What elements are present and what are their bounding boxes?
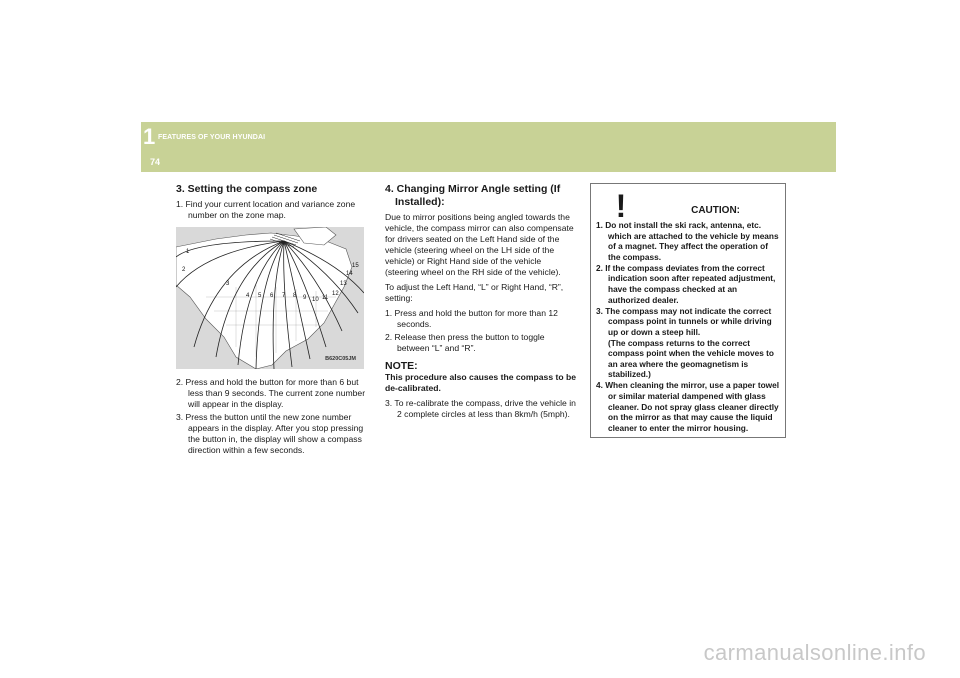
caution-item-1: 1. Do not install the ski rack, antenna, etc. which are attached to the vehicle by means of a magnet. They affect the operation of the compass. [596, 220, 779, 262]
caution-item-3-text: 3. The compass may not indicate the correct compass point in tunnels or while driving up or down a steep hill. [596, 305, 772, 337]
mirror-step-3: 3. To re-calibrate the compass, drive the vehicle in 2 complete circles at less than 8km/h (5mph). [385, 398, 576, 419]
map-zone-label: 14 [346, 271, 353, 277]
header-band [141, 122, 836, 172]
compass-zone-map [176, 227, 364, 369]
map-zone-label: 15 [352, 263, 359, 269]
note-text: This procedure also causes the compass to be de-calibrated. [385, 372, 577, 393]
compass-steps-top [176, 199, 366, 221]
mirror-intro: Due to mirror positions being angled towards the vehicle, the compass mirror can also compensate for drivers seated on the Left Hand side of the vehicle (steering wheel on the LH side of the vehicle) or Right Hand side of the vehicle (steering wheel on the RH side of the vehicle). [385, 212, 574, 277]
compass-step-1: 1. Find your current location and variance zone number on the zone map. [176, 199, 356, 220]
map-zone-label: 2 [182, 267, 186, 273]
mirror-step-1: 1. Press and hold the button for more than 12 seconds. [385, 308, 558, 329]
caution-item-3-note: (The compass returns to the correct compass point when the vehicle moves to an area where the geomagnetism is stabilized.) [608, 337, 774, 380]
caution-item-2: 2. If the compass deviates from the correct indication soon after repeated adjustment, have the compass checked at an authorized dealer. [596, 262, 776, 305]
map-zone-label: 12 [332, 291, 339, 297]
caution-box [590, 183, 786, 438]
map-zone-label: 10 [312, 297, 319, 303]
mirror-adjust: To adjust the Left Hand, “L” or Right Hand, “R”, setting: [385, 282, 564, 303]
map-zone-label: 1 [186, 249, 190, 255]
compass-zone-heading: 3. Setting the compass zone [176, 183, 318, 195]
mirror-steps-recalibrate [385, 398, 577, 420]
map-zone-label: 6 [270, 293, 274, 299]
note-heading: NOTE: [385, 360, 418, 372]
map-zone-label: 9 [303, 295, 307, 301]
warning-icon: ! [615, 188, 627, 224]
mirror-angle-heading: 4. Changing Mirror Angle setting (If Installed): [385, 183, 561, 208]
map-zone-label: 5 [258, 293, 262, 299]
mirror-steps [385, 308, 577, 354]
chapter-title: FEATURES OF YOUR HYUNDAI [158, 134, 266, 141]
compass-step-3: 3. Press the button until the new zone number appears in the display. After you stop pressing the button in, the display will show a compass direction within a few seconds. [176, 412, 364, 455]
map-zone-label: 8 [293, 293, 297, 299]
caution-list [596, 220, 780, 433]
map-zone-label: 4 [246, 293, 250, 299]
page-number: 74 [150, 157, 161, 167]
map-zone-label: 11 [322, 295, 329, 301]
map-zone-label: 7 [282, 293, 286, 299]
caution-title: CAUTION: [691, 205, 740, 216]
mirror-angle-section [385, 183, 577, 422]
caution-header [596, 188, 780, 224]
mirror-step-2: 2. Release then press the button to toggle between “L” and “R”. [385, 332, 545, 353]
map-zone-label: 3 [226, 281, 230, 287]
compass-step-2: 2. Press and hold the button for more than 6 but less than 9 seconds. The current zone number will appear in the display. [176, 377, 366, 409]
watermark: carmanualsonline.info [703, 640, 926, 665]
compass-steps-bottom [176, 377, 366, 456]
zone-map-graphic [176, 227, 364, 369]
chapter-number: 1 [143, 124, 156, 149]
map-zone-label: 13 [340, 281, 347, 287]
map-code: B620C05JM [325, 356, 356, 362]
caution-item-3 [596, 306, 780, 380]
caution-item-4: 4. When cleaning the mirror, use a paper towel or similar material dampened with glass cleaner. Do not spray glass cleaner directly on the mirror as that may cause the liquid cleaner to enter the mirror housing. [596, 380, 780, 433]
compass-zone-section [176, 183, 366, 458]
